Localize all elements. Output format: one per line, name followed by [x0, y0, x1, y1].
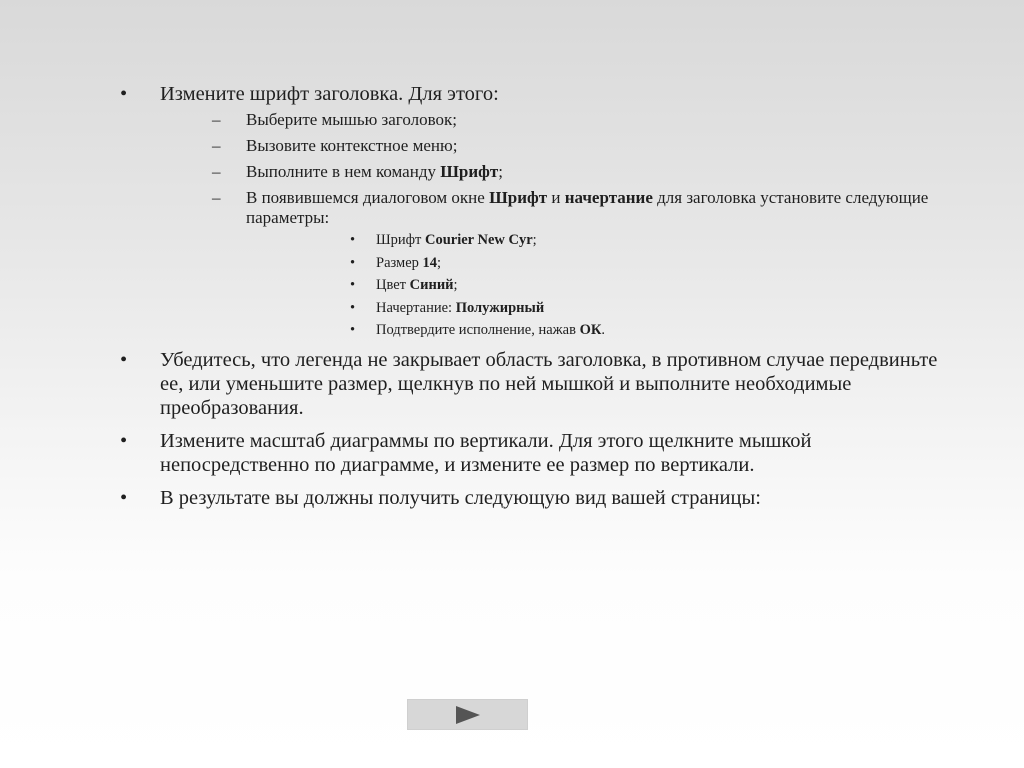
param-text: Цвет [376, 277, 410, 293]
bullet-marker: • [120, 487, 128, 509]
bullet-item [120, 486, 940, 510]
bullet-marker: • [120, 83, 128, 105]
sub-bullet-item [160, 136, 940, 156]
sub-bullet-item [160, 188, 940, 339]
bold-term: Синий [409, 277, 454, 293]
bullet-marker: • [350, 299, 356, 316]
bold-term: Полужирный [455, 299, 545, 316]
dash-marker: – [212, 110, 221, 129]
sub-bullet-text: и [547, 188, 565, 207]
sub-bullet-item [160, 162, 940, 182]
param-text: . [601, 322, 606, 338]
param-text: Шрифт [376, 232, 425, 248]
bullet-marker: • [120, 430, 128, 452]
sub-bullet-item [160, 110, 940, 130]
sub-bullet-text: ; [498, 162, 503, 181]
bold-term: ОК [579, 322, 602, 338]
bullet-marker: • [120, 349, 128, 371]
dash-marker: – [212, 162, 221, 181]
bold-term: 14 [422, 254, 438, 271]
sub-bullet-text: Вызовите контекстное меню; [246, 136, 458, 155]
bullet-marker: • [350, 254, 356, 271]
param-item [246, 276, 940, 294]
bullet-item [120, 82, 940, 339]
sub-bullet-text: В появившемся диалоговом окне [246, 188, 490, 207]
bold-term: начертание [564, 188, 653, 207]
play-next-icon [455, 705, 481, 725]
param-text: Размер [376, 254, 423, 271]
bold-term: Courier New Cyr [425, 232, 533, 248]
dash-marker: – [212, 188, 221, 207]
bold-term: Шрифт [440, 162, 499, 181]
bullet-item [120, 429, 940, 477]
sub-bullet-text: Выберите мышью заголовок; [246, 110, 457, 129]
bullet-list [120, 82, 940, 510]
bullet-marker: • [350, 322, 356, 338]
param-item [246, 231, 940, 249]
bullet-text: Измените масштаб диаграммы по вертикали. Для этого щелкните мышкой непосредственно по диаграмме, и измените ее размер по вертикали. [160, 430, 812, 476]
param-text: ; [532, 232, 537, 248]
dash-marker: – [212, 136, 221, 155]
bullet-marker: • [350, 277, 356, 293]
param-item [246, 254, 940, 272]
slide-content [120, 82, 940, 519]
sub-bullet-list [160, 110, 940, 339]
bold-term: Шрифт [489, 188, 548, 207]
param-text: Подтвердите исполнение, нажав [376, 322, 580, 338]
param-item [246, 299, 940, 317]
bullet-item [120, 348, 940, 420]
sub-bullet-text: для заголовка установите следующие параметры: [246, 188, 929, 227]
param-item [246, 321, 940, 339]
bullet-text: В результате вы должны получить следующую вид вашей страницы: [160, 487, 761, 509]
bullet-text: Убедитесь, что легенда не закрывает область заголовка, в противном случае передвиньте ее, или уменьшите размер, щелкнув по ней мышкой и выполните необходимые преобразования. [160, 349, 938, 419]
bullet-marker: • [350, 232, 356, 248]
param-text: ; [437, 254, 442, 271]
param-text: ; [453, 277, 458, 293]
sub-sub-bullet-list [246, 231, 940, 339]
next-slide-button[interactable] [407, 699, 528, 730]
bullet-text: Измените шрифт заголовка. Для этого: [160, 83, 499, 105]
param-text: Начертание: [376, 299, 456, 316]
sub-bullet-text: Выполните в нем команду [246, 162, 441, 181]
